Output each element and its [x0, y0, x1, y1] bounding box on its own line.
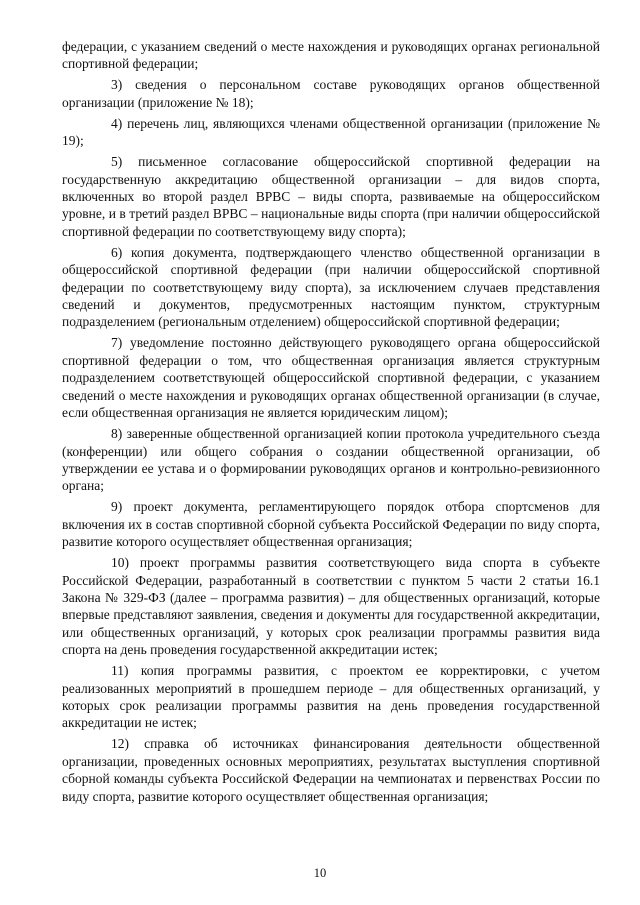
page-number: 10 [313, 866, 327, 880]
document-body [62, 38, 600, 809]
paragraph-item-8: 8) заверенные общественной организацией копии протокола учредительного съезда (конференции) или общего собрания о создании общественной организации, об утверждении ее устава и о формировании руководящих органов и контрольно-ревизионного органа; [62, 426, 600, 494]
paragraph-continuation: федерации, с указанием сведений о месте нахождения и руководящих органах региональной спортивной федерации; [62, 39, 600, 72]
paragraph-item-3: 3) сведения о персональном составе руководящих органов общественной организации (приложение № 18); [62, 77, 600, 110]
paragraph-item-9: 9) проект документа, регламентирующего порядок отбора спортсменов для включения их в состав спортивной сборной субъекта Российской Федерации по виду спорта, развитие которого осуществляет общественная организация; [62, 499, 600, 550]
paragraph-item-6: 6) копия документа, подтверждающего членство общественной организации в общероссийской спортивной федерации (при наличии общероссийской спортивной федерации по соответствующему виду спорта), за исключением случаев представления сведений и документов, предусмотренных настоящим пунктом, структурным подразделением (региональным отделением) общероссийской спортивной федерации; [62, 244, 600, 330]
paragraph-item-10: 10) проект программы развития соответствующего вида спорта в субъекте Российской Федерации, разработанный в соответствии с пунктом 5 части 2 статьи 16.1 Закона № 329-ФЗ (далее – программа развития) – для общественных организаций, которые впервые представляют заявления, сведения и документы для государственной аккредитации, или общественных организаций, у которых срок реализации программы развития вида спорта на день проведения государственной аккредитации истек; [62, 555, 600, 658]
paragraph-item-4: 4) перечень лиц, являющихся членами общественной организации (приложение № 19); [62, 115, 600, 149]
paragraph-item-11: 11) копия программы развития, с проектом ее корректировки, с учетом реализованных мероприятий в прошедшем периоде – для общественных организаций, у которых срок реализации программы развития на день проведения государственной аккредитации не истек; [62, 663, 600, 731]
paragraph-item-7: 7) уведомление постоянно действующего руководящего органа общероссийской спортивной федерации о том, что общественная организация является структурным подразделением соответствующей общероссийской спортивной федерации, с указанием сведений о месте нахождения и руководящих органах общественной организации (в случае, если общественная организация не является юридическим лицом); [62, 335, 600, 421]
paragraph-item-5: 5) письменное согласование общероссийской спортивной федерации на государственную аккредитацию общественной организации – для видов спорта, включенных во второй раздел ВРВС – виды спорта, развиваемые на общероссийском уровне, и в третий раздел ВРВС – национальные виды спорта (при наличии общероссийской спортивной федерации по соответствующему виду спорта); [62, 154, 600, 239]
paragraph-item-12: 12) справка об источниках финансирования деятельности общественной организации, проведенных основных мероприятиях, результатах выступления спортивной сборной команды субъекта Российской Федерации на чемпионатах и первенствах России по виду спорта, развитие которого осуществляет общественная организация; [62, 736, 600, 804]
